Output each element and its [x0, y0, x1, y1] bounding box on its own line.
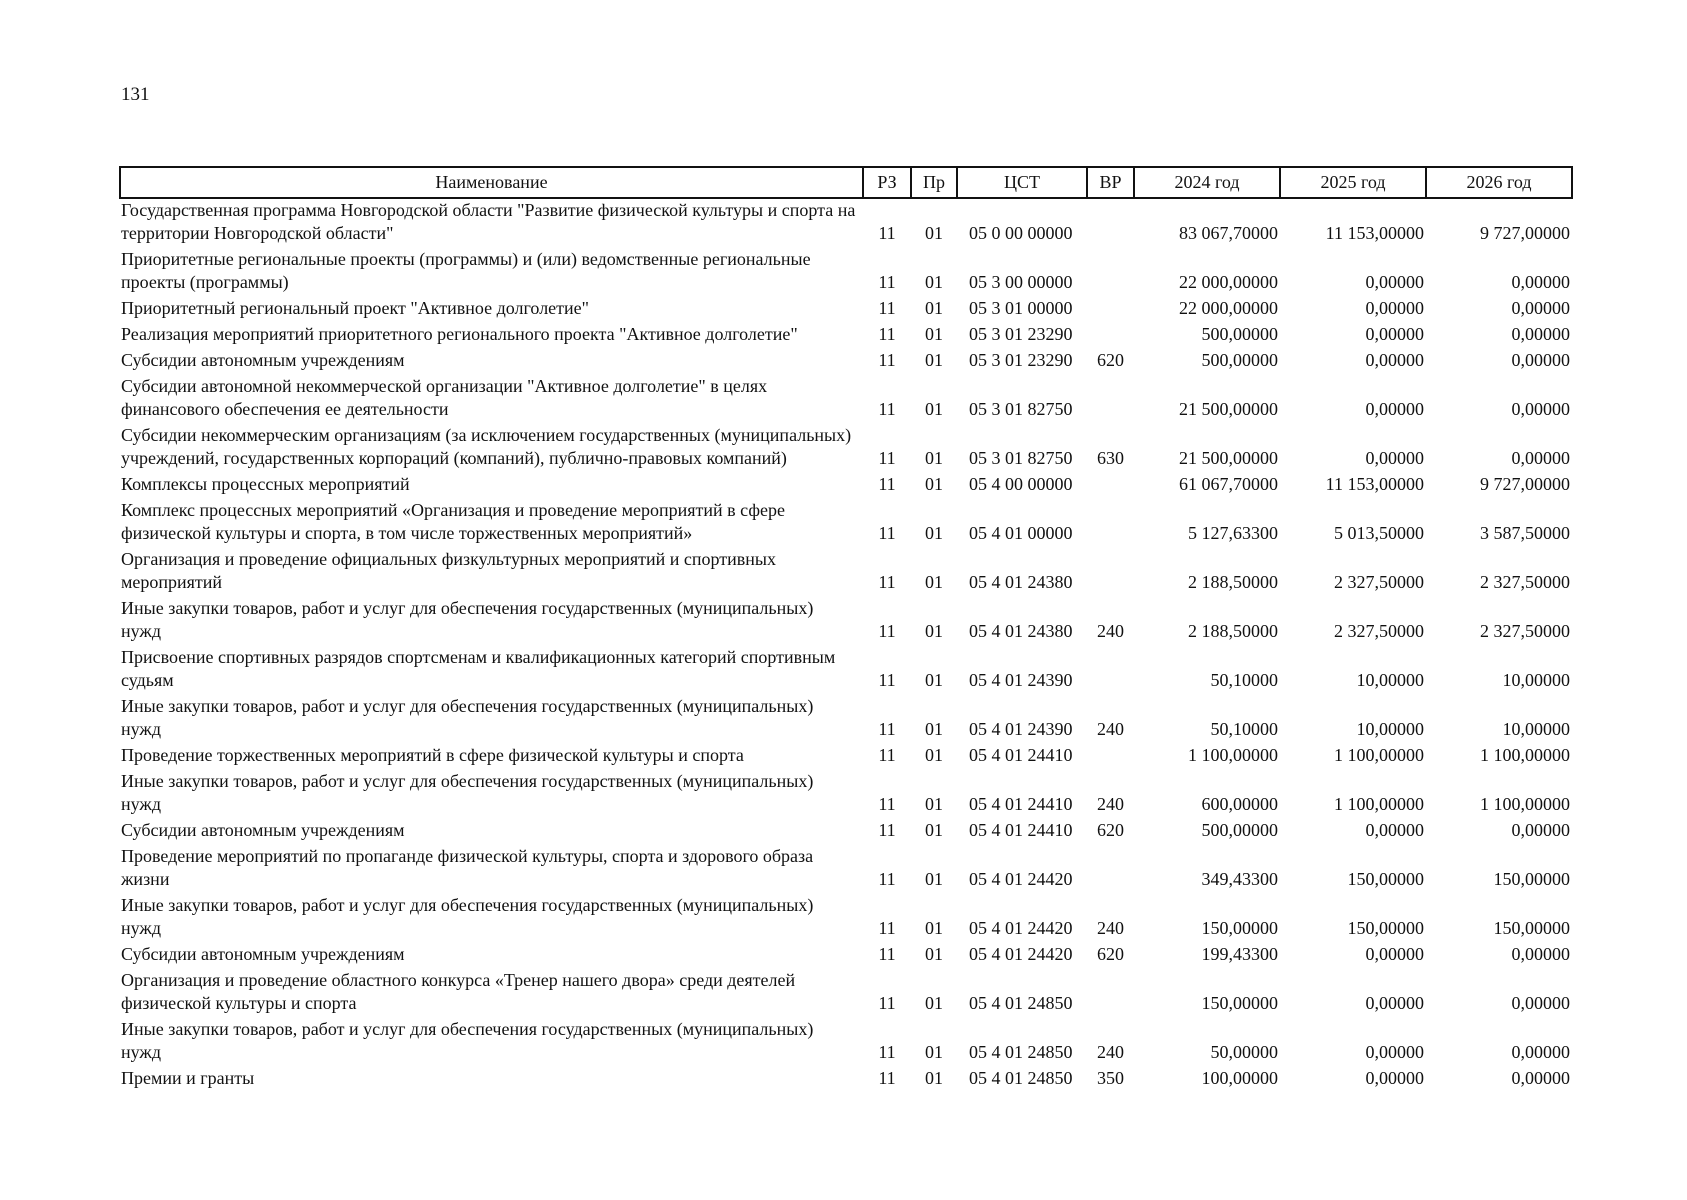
cell-pr: 01: [925, 272, 943, 292]
cell-name: Комплексы процессных мероприятий: [121, 474, 410, 494]
table-row: [120, 767, 1572, 816]
cell-rz: 11: [878, 1042, 896, 1062]
table-row: [120, 346, 1572, 372]
cell-cst: 05 3 01 82750: [969, 448, 1073, 468]
cell-name: Субсидии автономной некоммерческой организации "Активное долголетие" в целях финансового обеспечения ее деятельности: [121, 376, 768, 419]
cell-cst: 05 4 01 24410: [969, 745, 1073, 765]
cell-name: Иные закупки товаров, работ и услуг для обеспечения государственных (муниципальных) нужд: [121, 895, 814, 938]
cell-2026: 9 727,00000: [1480, 223, 1570, 243]
cell-2026: 0,00000: [1511, 944, 1570, 964]
cell-rz: 11: [878, 1068, 896, 1088]
table-row: [120, 1015, 1572, 1064]
cell-2025: 150,00000: [1347, 918, 1424, 938]
cell-2025: 11 153,00000: [1325, 223, 1424, 243]
cell-rz: 11: [878, 324, 896, 344]
cell-2026: 0,00000: [1511, 820, 1570, 840]
cell-2026: 0,00000: [1511, 298, 1570, 318]
cell-rz: 11: [878, 474, 896, 494]
cell-2026: 0,00000: [1511, 993, 1570, 1013]
cell-vr: 630: [1097, 448, 1124, 468]
cell-rz: 11: [878, 621, 896, 641]
cell-rz: 11: [878, 794, 896, 814]
cell-cst: 05 4 01 00000: [969, 523, 1073, 543]
cell-2026: 0,00000: [1511, 1042, 1570, 1062]
cell-2024: 50,10000: [1210, 719, 1278, 739]
cell-2026: 0,00000: [1511, 1068, 1570, 1088]
table-row: [120, 372, 1572, 421]
cell-vr: 350: [1097, 1068, 1124, 1088]
cell-2025: 150,00000: [1347, 869, 1424, 889]
cell-vr: [1087, 198, 1134, 245]
cell-name: Проведение торжественных мероприятий в сфере физической культуры и спорта: [121, 745, 744, 765]
header-rz: РЗ: [863, 167, 911, 198]
cell-pr: 01: [925, 918, 943, 938]
cell-2024: 500,00000: [1201, 820, 1278, 840]
cell-cst: 05 3 01 23290: [969, 350, 1073, 370]
cell-rz: 11: [878, 869, 896, 889]
cell-rz: 11: [878, 298, 896, 318]
header-2024: 2024 год: [1134, 167, 1280, 198]
cell-2026: 0,00000: [1511, 324, 1570, 344]
cell-2026: 1 100,00000: [1480, 794, 1570, 814]
cell-rz: 11: [878, 223, 896, 243]
cell-2025: 0,00000: [1365, 820, 1424, 840]
cell-vr: 240: [1097, 621, 1124, 641]
cell-2024: 600,00000: [1201, 794, 1278, 814]
cell-pr: 01: [925, 1068, 943, 1088]
cell-rz: 11: [878, 670, 896, 690]
cell-pr: 01: [925, 324, 943, 344]
cell-name: Государственная программа Новгородской области "Развитие физической культуры и спорта на территории Новгородской области": [121, 200, 856, 243]
cell-vr: 240: [1097, 719, 1124, 739]
cell-name: Субсидии автономным учреждениям: [121, 350, 405, 370]
cell-2024: 199,43300: [1201, 944, 1278, 964]
cell-cst: 05 4 01 24850: [969, 1042, 1073, 1062]
cell-rz: 11: [878, 572, 896, 592]
cell-vr: 240: [1097, 1042, 1124, 1062]
cell-2024: 150,00000: [1201, 993, 1278, 1013]
header-2025: 2025 год: [1280, 167, 1426, 198]
cell-2024: 500,00000: [1201, 350, 1278, 370]
cell-rz: 11: [878, 993, 896, 1013]
cell-cst: 05 3 01 82750: [969, 399, 1073, 419]
table-row: [120, 966, 1572, 1015]
cell-cst: 05 4 01 24420: [969, 944, 1073, 964]
cell-vr: [1087, 320, 1134, 346]
table-row: [120, 1064, 1572, 1090]
cell-vr: [1087, 842, 1134, 891]
cell-name: Организация и проведение областного конкурса «Тренер нашего двора» среди деятелей физической культуры и спорта: [121, 970, 796, 1013]
cell-2026: 0,00000: [1511, 448, 1570, 468]
cell-2026: 0,00000: [1511, 350, 1570, 370]
cell-pr: 01: [925, 670, 943, 690]
cell-2024: 22 000,00000: [1179, 298, 1278, 318]
cell-vr: [1087, 545, 1134, 594]
cell-vr: 240: [1097, 794, 1124, 814]
cell-2026: 10,00000: [1502, 719, 1570, 739]
table-row: [120, 470, 1572, 496]
cell-vr: [1087, 372, 1134, 421]
cell-cst: 05 4 01 24420: [969, 869, 1073, 889]
cell-2026: 1 100,00000: [1480, 745, 1570, 765]
cell-2025: 0,00000: [1365, 272, 1424, 292]
table-body: [120, 198, 1572, 1090]
cell-pr: 01: [925, 474, 943, 494]
cell-vr: [1087, 966, 1134, 1015]
cell-2024: 100,00000: [1201, 1068, 1278, 1088]
cell-rz: 11: [878, 745, 896, 765]
cell-rz: 11: [878, 918, 896, 938]
cell-cst: 05 3 00 00000: [969, 272, 1073, 292]
cell-2025: 0,00000: [1365, 298, 1424, 318]
cell-name: Субсидии автономным учреждениям: [121, 944, 405, 964]
table-row: [120, 940, 1572, 966]
cell-pr: 01: [925, 350, 943, 370]
cell-2025: 0,00000: [1365, 350, 1424, 370]
cell-2025: 0,00000: [1365, 944, 1424, 964]
cell-2025: 11 153,00000: [1325, 474, 1424, 494]
cell-name: Приоритетный региональный проект "Активное долголетие": [121, 298, 589, 318]
header-row: [120, 167, 1572, 198]
cell-cst: 05 3 01 23290: [969, 324, 1073, 344]
cell-2026: 150,00000: [1493, 918, 1570, 938]
cell-rz: 11: [878, 523, 896, 543]
cell-name: Организация и проведение официальных физкультурных мероприятий и спортивных мероприятий: [121, 549, 776, 592]
cell-cst: 05 4 01 24410: [969, 794, 1073, 814]
cell-rz: 11: [878, 820, 896, 840]
cell-cst: 05 4 01 24420: [969, 918, 1073, 938]
table-row: [120, 643, 1572, 692]
table-row: [120, 692, 1572, 741]
cell-cst: 05 4 01 24390: [969, 719, 1073, 739]
cell-2026: 0,00000: [1511, 399, 1570, 419]
cell-name: Присвоение спортивных разрядов спортсменам и квалификационных категорий спортивным судьям: [121, 647, 836, 690]
cell-name: Иные закупки товаров, работ и услуг для обеспечения государственных (муниципальных) нужд: [121, 598, 814, 641]
cell-vr: [1087, 470, 1134, 496]
cell-2026: 10,00000: [1502, 670, 1570, 690]
table-row: [120, 198, 1572, 245]
table-row: [120, 496, 1572, 545]
cell-cst: 05 4 01 24850: [969, 993, 1073, 1013]
cell-2025: 5 013,50000: [1334, 523, 1424, 543]
page-number: 131: [121, 84, 150, 105]
table-row: [120, 594, 1572, 643]
cell-pr: 01: [925, 794, 943, 814]
cell-2025: 0,00000: [1365, 1042, 1424, 1062]
cell-2024: 150,00000: [1201, 918, 1278, 938]
cell-rz: 11: [878, 399, 896, 419]
header-name: Наименование: [120, 167, 863, 198]
cell-2026: 3 587,50000: [1480, 523, 1570, 543]
cell-2025: 10,00000: [1356, 719, 1424, 739]
cell-rz: 11: [878, 719, 896, 739]
cell-name: Иные закупки товаров, работ и услуг для обеспечения государственных (муниципальных) нужд: [121, 1019, 814, 1062]
table-header: [120, 167, 1572, 198]
cell-name: Иные закупки товаров, работ и услуг для обеспечения государственных (муниципальных) нужд: [121, 696, 814, 739]
cell-name: Премии и гранты: [121, 1068, 255, 1088]
cell-name: Приоритетные региональные проекты (программы) и (или) ведомственные региональные проекты (программы): [121, 249, 811, 292]
cell-2024: 61 067,70000: [1179, 474, 1278, 494]
cell-vr: 620: [1097, 820, 1124, 840]
cell-2024: 2 188,50000: [1188, 572, 1278, 592]
cell-2025: 0,00000: [1365, 399, 1424, 419]
cell-2026: 2 327,50000: [1480, 621, 1570, 641]
cell-name: Субсидии автономным учреждениям: [121, 820, 405, 840]
header-vr: ВР: [1087, 167, 1134, 198]
cell-pr: 01: [925, 993, 943, 1013]
cell-name: Комплекс процессных мероприятий «Организация и проведение мероприятий в сфере физической культуры и спорта, в том числе торжественных мероприятий»: [121, 500, 786, 543]
cell-vr: [1087, 643, 1134, 692]
cell-2024: 22 000,00000: [1179, 272, 1278, 292]
cell-vr: 620: [1097, 944, 1124, 964]
cell-2025: 0,00000: [1365, 324, 1424, 344]
table-row: [120, 294, 1572, 320]
table-row: [120, 741, 1572, 767]
cell-2024: 500,00000: [1201, 324, 1278, 344]
cell-2025: 0,00000: [1365, 1068, 1424, 1088]
header-pr: Пр: [911, 167, 957, 198]
cell-2024: 21 500,00000: [1179, 448, 1278, 468]
budget-table: [119, 166, 1573, 1090]
cell-vr: [1087, 294, 1134, 320]
cell-pr: 01: [925, 621, 943, 641]
cell-cst: 05 4 01 24380: [969, 572, 1073, 592]
cell-pr: 01: [925, 223, 943, 243]
table-row: [120, 891, 1572, 940]
cell-2024: 83 067,70000: [1179, 223, 1278, 243]
cell-2024: 50,10000: [1210, 670, 1278, 690]
cell-pr: 01: [925, 298, 943, 318]
cell-pr: 01: [925, 944, 943, 964]
table-row: [120, 842, 1572, 891]
cell-pr: 01: [925, 719, 943, 739]
cell-vr: [1087, 741, 1134, 767]
cell-2024: 349,43300: [1201, 869, 1278, 889]
cell-vr: 240: [1097, 918, 1124, 938]
cell-2025: 1 100,00000: [1334, 745, 1424, 765]
table-row: [120, 245, 1572, 294]
cell-2026: 2 327,50000: [1480, 572, 1570, 592]
cell-rz: 11: [878, 944, 896, 964]
cell-rz: 11: [878, 448, 896, 468]
cell-2025: 2 327,50000: [1334, 621, 1424, 641]
cell-vr: [1087, 245, 1134, 294]
cell-2025: 10,00000: [1356, 670, 1424, 690]
cell-2025: 0,00000: [1365, 448, 1424, 468]
table-row: [120, 320, 1572, 346]
cell-pr: 01: [925, 399, 943, 419]
cell-cst: 05 4 01 24380: [969, 621, 1073, 641]
cell-name: Реализация мероприятий приоритетного регионального проекта "Активное долголетие": [121, 324, 798, 344]
cell-2024: 1 100,00000: [1188, 745, 1278, 765]
table-row: [120, 421, 1572, 470]
cell-name: Субсидии некоммерческим организациям (за исключением государственных (муниципальных) учреждений, государственных корпораций (компаний), публично-правовых компаний): [121, 425, 852, 468]
cell-cst: 05 3 01 00000: [969, 298, 1073, 318]
cell-2026: 9 727,00000: [1480, 474, 1570, 494]
cell-pr: 01: [925, 1042, 943, 1062]
cell-2025: 2 327,50000: [1334, 572, 1424, 592]
cell-2025: 1 100,00000: [1334, 794, 1424, 814]
cell-vr: 620: [1097, 350, 1124, 370]
cell-pr: 01: [925, 448, 943, 468]
cell-rz: 11: [878, 272, 896, 292]
cell-2024: 50,00000: [1210, 1042, 1278, 1062]
cell-2026: 0,00000: [1511, 272, 1570, 292]
cell-pr: 01: [925, 572, 943, 592]
cell-2025: 0,00000: [1365, 993, 1424, 1013]
cell-pr: 01: [925, 869, 943, 889]
cell-name: Иные закупки товаров, работ и услуг для обеспечения государственных (муниципальных) нужд: [121, 771, 814, 814]
header-cst: ЦСТ: [957, 167, 1087, 198]
table-row: [120, 545, 1572, 594]
cell-2024: 5 127,63300: [1188, 523, 1278, 543]
cell-vr: [1087, 496, 1134, 545]
cell-pr: 01: [925, 523, 943, 543]
cell-cst: 05 4 01 24850: [969, 1068, 1073, 1088]
cell-cst: 05 4 01 24410: [969, 820, 1073, 840]
cell-cst: 05 4 01 24390: [969, 670, 1073, 690]
cell-pr: 01: [925, 745, 943, 765]
cell-cst: 05 4 00 00000: [969, 474, 1073, 494]
cell-pr: 01: [925, 820, 943, 840]
cell-rz: 11: [878, 350, 896, 370]
cell-cst: 05 0 00 00000: [969, 223, 1073, 243]
header-2026: 2026 год: [1426, 167, 1572, 198]
cell-2026: 150,00000: [1493, 869, 1570, 889]
cell-2024: 21 500,00000: [1179, 399, 1278, 419]
cell-2024: 2 188,50000: [1188, 621, 1278, 641]
cell-name: Проведение мероприятий по пропаганде физической культуры, спорта и здорового образа жизни: [121, 846, 814, 889]
table-row: [120, 816, 1572, 842]
